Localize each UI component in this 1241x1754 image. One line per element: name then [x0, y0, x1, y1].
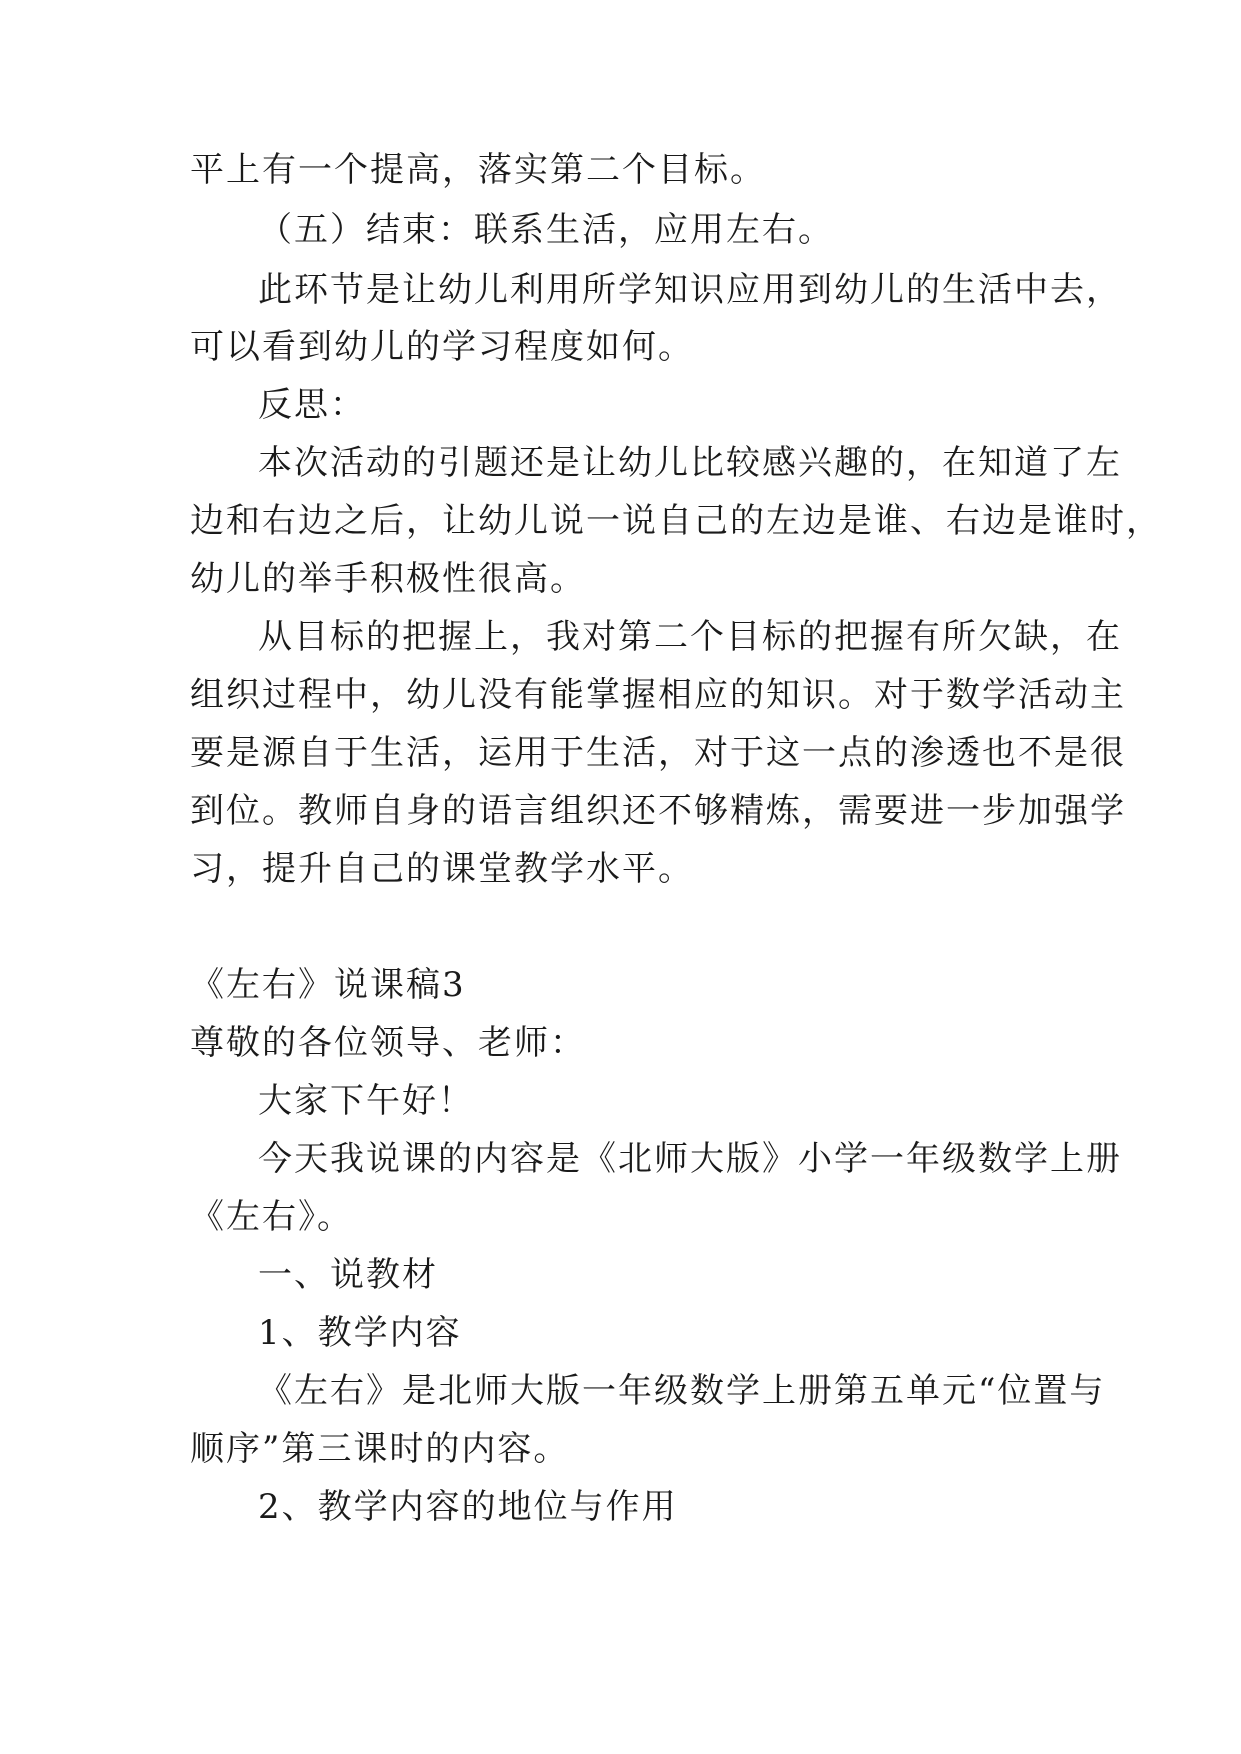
paragraph-line: 边和右边之后，让幼儿说一说自己的左边是谁、右边是谁时， [190, 501, 1162, 541]
subsection-heading: 1、教学内容 [258, 1313, 462, 1353]
paragraph-line: 本次活动的引题还是让幼儿比较感兴趣的，在知道了左 [258, 443, 1122, 483]
subsection-heading: 2、教学内容的地位与作用 [258, 1487, 678, 1527]
paragraph-line: 平上有一个提高，落实第二个目标。 [190, 150, 766, 190]
paragraph-line: 此环节是让幼儿利用所学知识应用到幼儿的生活中去， [258, 270, 1122, 310]
paragraph-line: 今天我说课的内容是《北师大版》小学一年级数学上册 [258, 1139, 1122, 1179]
section-heading: （五）结束：联系生活，应用左右。 [258, 210, 834, 250]
paragraph-line: 要是源自于生活，运用于生活，对于这一点的渗透也不是很 [190, 733, 1126, 773]
paragraph-line: 顺序”第三课时的内容。 [190, 1429, 570, 1469]
paragraph-line: 组织过程中，幼儿没有能掌握相应的知识。对于数学活动主 [190, 675, 1126, 715]
section-heading: 反思： [258, 385, 366, 425]
paragraph-line: 到位。教师自身的语言组织还不够精炼，需要进一步加强学 [190, 791, 1126, 831]
document-title: 《左右》说课稿3 [190, 965, 466, 1005]
paragraph-line: 《左右》是北师大版一年级数学上册第五单元“位置与 [258, 1371, 1106, 1411]
paragraph-line: 可以看到幼儿的学习程度如何。 [190, 327, 694, 367]
paragraph-line: 从目标的把握上，我对第二个目标的把握有所欠缺，在 [258, 617, 1122, 657]
paragraph-line: 《左右》。 [190, 1197, 353, 1237]
paragraph-line: 习，提升自己的课堂教学水平。 [190, 849, 694, 889]
salutation: 尊敬的各位领导、老师： [190, 1023, 586, 1063]
paragraph-line: 幼儿的举手积极性很高。 [190, 559, 586, 599]
section-heading: 一、说教材 [258, 1255, 438, 1295]
greeting: 大家下午好！ [258, 1081, 474, 1121]
